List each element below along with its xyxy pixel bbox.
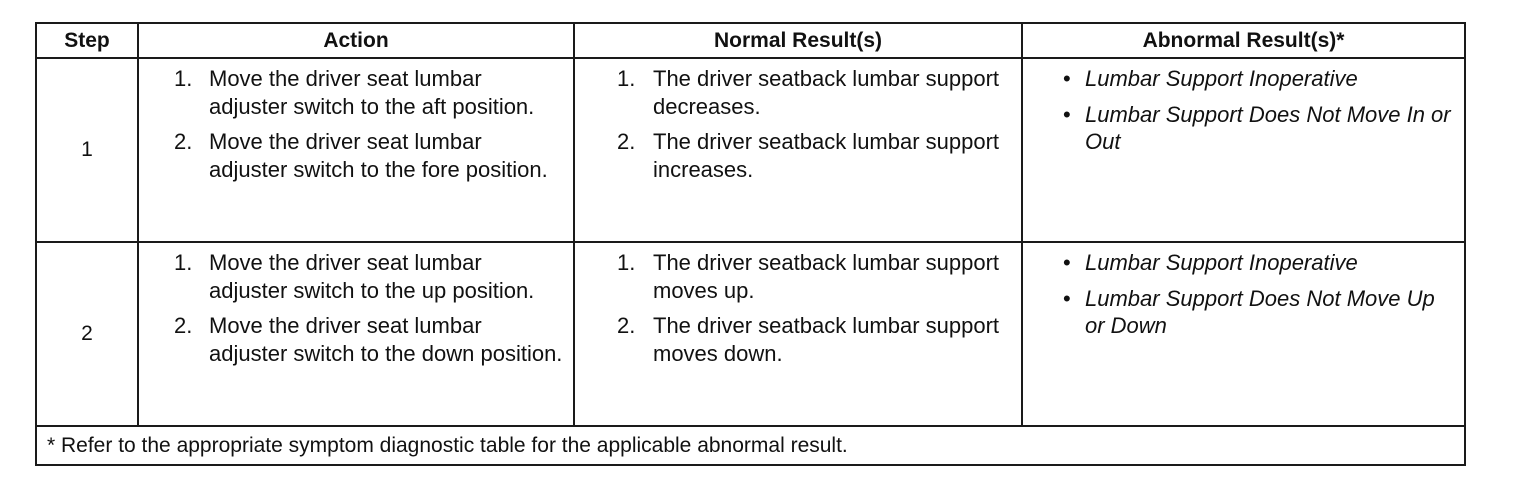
table-row	[36, 58, 1465, 242]
step-number: 2	[36, 242, 138, 426]
header-normal-results: Normal Result(s)	[574, 23, 1022, 58]
list-item	[575, 65, 1021, 120]
item-number: 1.	[617, 250, 636, 275]
item-number: 2.	[174, 129, 193, 154]
header-row	[36, 23, 1465, 58]
item-text: Lumbar Support Does Not Move Up or Down	[1085, 285, 1435, 338]
item-text: The driver seatback lumbar support decreases.	[653, 66, 1000, 119]
bullet-icon: •	[1063, 285, 1071, 311]
list-item	[139, 249, 573, 304]
item-number: 1.	[617, 66, 636, 91]
list-item	[575, 312, 1021, 367]
table-row	[36, 242, 1465, 426]
list-item	[139, 65, 573, 120]
item-text: The driver seatback lumbar support moves up.	[653, 250, 1000, 303]
abnormal-results-cell	[1022, 58, 1465, 242]
footnote: * Refer to the appropriate symptom diagnostic table for the applicable abnormal result.	[36, 426, 1465, 465]
item-number: 2.	[617, 313, 636, 338]
item-text: Lumbar Support Inoperative	[1085, 66, 1358, 91]
item-text: Lumbar Support Does Not Move In or Out	[1085, 101, 1451, 154]
list-item	[139, 312, 573, 367]
header-action: Action	[138, 23, 574, 58]
item-text: Move the driver seat lumbar adjuster switch to the down position.	[209, 313, 563, 366]
header-abnormal-results: Abnormal Result(s)*	[1022, 23, 1465, 58]
list-item	[575, 128, 1021, 183]
list-item	[575, 249, 1021, 304]
list-item	[1023, 249, 1464, 277]
list-item	[1023, 285, 1464, 340]
normal-results-cell	[574, 242, 1022, 426]
footnote-row	[36, 426, 1465, 465]
item-number: 1.	[174, 66, 193, 91]
item-text: Lumbar Support Inoperative	[1085, 250, 1358, 275]
item-text: The driver seatback lumbar support increases.	[653, 129, 1000, 182]
bullet-icon: •	[1063, 101, 1071, 127]
action-cell	[138, 242, 574, 426]
normal-results-cell	[574, 58, 1022, 242]
bullet-icon: •	[1063, 66, 1071, 91]
list-item	[139, 128, 573, 183]
item-number: 2.	[174, 313, 193, 338]
abnormal-results-cell	[1022, 242, 1465, 426]
item-text: The driver seatback lumbar support moves down.	[653, 313, 1000, 366]
item-number: 2.	[617, 129, 636, 154]
item-number: 1.	[174, 250, 193, 275]
header-step: Step	[36, 23, 138, 58]
step-number: 1	[36, 58, 138, 242]
action-cell	[138, 58, 574, 242]
item-text: Move the driver seat lumbar adjuster switch to the fore position.	[209, 129, 548, 182]
item-text: Move the driver seat lumbar adjuster switch to the up position.	[209, 250, 535, 303]
list-item	[1023, 65, 1464, 93]
list-item	[1023, 101, 1464, 156]
bullet-icon: •	[1063, 250, 1071, 275]
diagnostic-table	[35, 22, 1466, 466]
item-text: Move the driver seat lumbar adjuster switch to the aft position.	[209, 66, 535, 119]
